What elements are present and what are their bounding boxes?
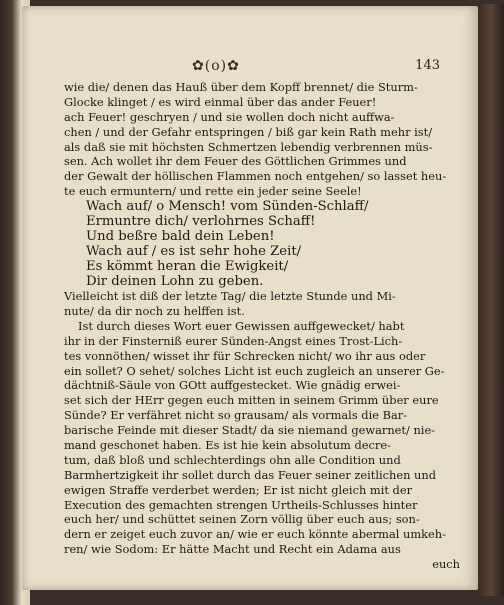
text-line: tes vonnöthen/ wisset ihr für Schrecken nicht/ wo ihr aus oder bbox=[64, 348, 426, 363]
text-line: Barmhertzigkeit ihr sollet durch das Feuer seiner zeitlichen und bbox=[64, 467, 437, 482]
text-line: ach Feuer! geschryen / und sie wollen doch nicht auffwa- bbox=[64, 109, 395, 124]
text-line: ein sollet? O sehet/ solches Licht ist euch zugleich an unserer Ge- bbox=[64, 363, 445, 378]
text-line: te euch ermuntern/ und rette ein jeder seine Seele! bbox=[64, 184, 362, 199]
text-line: dächtniß-Säule von GOtt auffgestecket. Wie gnädig erwei- bbox=[64, 378, 401, 393]
book-page bbox=[22, 6, 478, 590]
text-line: euch her/ und schüttet seinen Zorn völlig über euch aus; son- bbox=[64, 512, 420, 527]
text-line: set sich der HErr gegen euch mitten in seinem Grimm über eure bbox=[64, 393, 439, 408]
text-line: ren/ wie Sodom: Er hätte Macht und Recht ein Adama aus bbox=[64, 542, 401, 557]
text-line: wie die/ denen das Hauß über dem Kopff brennet/ die Sturm- bbox=[64, 80, 418, 94]
verse-line: Wach auf/ o Mensch! vom Sünden-Schlaff/ bbox=[86, 199, 369, 215]
text-line: als daß sie mit höchsten Schmertzen lebendig verbrennen müs- bbox=[64, 139, 433, 154]
text-line: tum, daß bloß und schlechterdings ohn alle Condition und bbox=[64, 452, 401, 467]
text-line: chen / und der Gefahr entspringen / biß gar kein Rath mehr ist/ bbox=[64, 124, 433, 139]
book-cover-edge bbox=[478, 4, 504, 596]
verse-line: Ermuntre dich/ verlohrnes Schaff! bbox=[86, 214, 316, 230]
verse-line: Es kömmt heran die Ewigkeit/ bbox=[86, 259, 289, 275]
text-line: Sünde? Er verfähret nicht so grausam/ als vormals die Bar- bbox=[64, 408, 408, 423]
text-line: sen. Ach wollet ihr dem Feuer des Göttlichen Grimmes und bbox=[64, 154, 407, 169]
header-ornament: ✿(o)✿ bbox=[192, 58, 240, 74]
verse-line: Dir deinen Lohn zu geben. bbox=[86, 274, 264, 290]
verse-line: Und beßre bald dein Leben! bbox=[86, 229, 275, 245]
text-line: Ist durch dieses Wort euer Gewissen auffgewecket/ habt bbox=[78, 318, 405, 333]
catchword: euch bbox=[432, 557, 460, 572]
text-line: nute/ da dir noch zu helffen ist. bbox=[64, 304, 245, 319]
text-line: ewigen Straffe verderbet werden; Er ist nicht gleich mit der bbox=[64, 482, 413, 497]
text-line: dern er zeiget euch zuvor an/ wie er euch könnte abermal umkeh- bbox=[64, 527, 446, 542]
page-number: 143 bbox=[415, 58, 440, 73]
text-line: Execution des gemachten strengen Urtheils-Schlusses hinter bbox=[64, 497, 418, 512]
text-line: der Gewalt der höllischen Flammen noch entgehen/ so lasset heu- bbox=[64, 169, 447, 184]
text-line: Glocke klinget / es wird einmal über das ander Feuer! bbox=[64, 94, 377, 109]
text-line: barische Feinde mit dieser Stadt/ da sie niemand gewarnet/ nie- bbox=[64, 423, 436, 438]
text-line: Vielleicht ist diß der letzte Tag/ die letzte Stunde und Mi- bbox=[64, 289, 396, 304]
text-line: mand geschonet haben. Es ist hie kein absolutum decre- bbox=[64, 438, 391, 453]
verse-line: Wach auf / es ist sehr hohe Zeit/ bbox=[86, 244, 302, 260]
text-line: ihr in der Finsterniß eurer Sünden-Angst eines Trost-Lich- bbox=[64, 333, 403, 348]
page-header bbox=[22, 58, 478, 78]
page-text bbox=[64, 80, 464, 572]
